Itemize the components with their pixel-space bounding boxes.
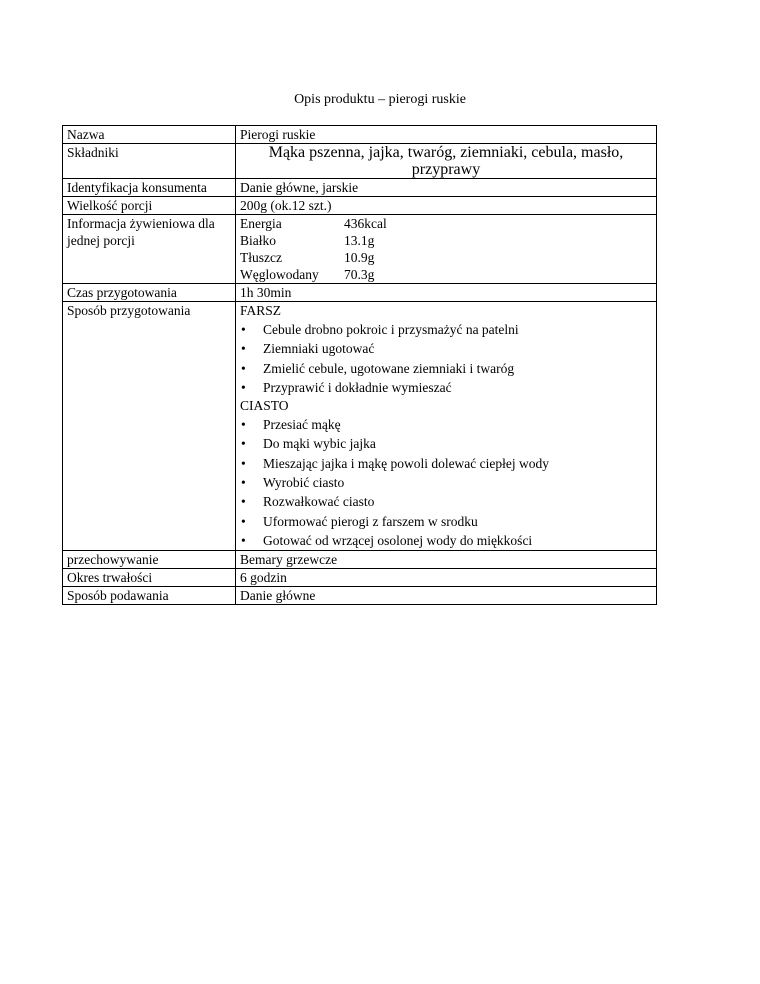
bullet-icon: • [241, 494, 246, 510]
table-row [63, 302, 657, 551]
list-item [240, 434, 652, 453]
steps-list-ciasto [240, 415, 652, 550]
step-text: Uformować pierogi z farszem w srodku [263, 513, 478, 529]
row-label-method: Sposób przygotowania [63, 302, 236, 551]
row-value-ingredients: Mąka pszenna, jajka, twaróg, ziemniaki, cebula, masło, przyprawy [236, 144, 657, 179]
step-text: Gotować od wrzącej osolonej wody do miękkości [263, 532, 533, 548]
list-item [240, 531, 652, 550]
step-text: Do mąki wybic jajka [263, 436, 376, 452]
row-label-shelf-life: Okres trwałości [63, 569, 236, 587]
bullet-icon: • [241, 379, 246, 395]
bullet-icon: • [241, 360, 246, 376]
row-label-nutrition: Informacja żywieniowa dla jednej porcji [63, 215, 236, 284]
nutrition-item [240, 266, 652, 283]
list-item [240, 339, 652, 358]
nutrition-name: Węglowodany [240, 267, 319, 282]
step-text: Rozwałkować ciasto [263, 494, 375, 510]
list-item [240, 359, 652, 378]
table-row [63, 284, 657, 302]
step-text: Przesiać mąkę [263, 417, 341, 433]
step-text: Zmielić cebule, ugotowane ziemniaki i twaróg [263, 360, 515, 376]
list-item [240, 320, 652, 339]
nutrition-value: 10.9g [344, 250, 375, 265]
product-spec-table [62, 125, 657, 605]
table-row [63, 551, 657, 569]
step-text: Mieszając jajka i mąkę powoli dolewać ciepłej wody [263, 455, 550, 471]
nutrition-name: Tłuszcz [240, 250, 282, 265]
row-label-consumer: Identyfikacja konsumenta [63, 179, 236, 197]
bullet-icon: • [241, 532, 246, 548]
table-row [63, 126, 657, 144]
list-item [240, 415, 652, 434]
nutrition-value: 436kcal [344, 216, 387, 231]
row-value-serving: Danie główne [236, 587, 657, 605]
bullet-icon: • [241, 475, 246, 491]
step-text: Cebule drobno pokroic i przysmażyć na patelni [263, 322, 519, 337]
row-label-serving: Sposób podawania [63, 587, 236, 605]
nutrition-list [236, 215, 657, 284]
method-cell [236, 302, 657, 551]
section-heading-farsz: FARSZ [240, 303, 282, 318]
list-item [240, 454, 652, 473]
row-label-portion: Wielkość porcji [63, 197, 236, 215]
list-item [240, 473, 652, 492]
table-row [63, 215, 657, 284]
steps-list-farsz [240, 320, 652, 397]
table-row [63, 144, 657, 179]
nutrition-name: Białko [240, 233, 276, 248]
bullet-icon: • [241, 455, 246, 471]
row-value-shelf-life: 6 godzin [236, 569, 657, 587]
bullet-icon: • [241, 341, 246, 357]
table-row [63, 179, 657, 197]
table-row [63, 587, 657, 605]
nutrition-value: 13.1g [344, 233, 375, 248]
row-value-name: Pierogi ruskie [236, 126, 657, 144]
bullet-icon: • [241, 513, 246, 529]
step-text: Wyrobić ciasto [263, 475, 345, 491]
nutrition-item [240, 232, 652, 249]
row-label-storage: przechowywanie [63, 551, 236, 569]
bullet-icon: • [241, 417, 246, 433]
nutrition-name: Energia [240, 216, 282, 231]
step-text: Ziemniaki ugotować [263, 341, 375, 357]
step-text: Przyprawić i dokładnie wymieszać [263, 379, 452, 395]
row-label-ingredients: Składniki [63, 144, 236, 179]
section-heading-ciasto: CIASTO [240, 398, 289, 414]
row-value-consumer: Danie główne, jarskie [236, 179, 657, 197]
row-label-name: Nazwa [63, 126, 236, 144]
nutrition-item [240, 215, 652, 232]
document-title: Opis produktu – pierogi ruskie [294, 92, 466, 107]
bullet-icon: • [241, 436, 246, 452]
list-item [240, 512, 652, 531]
row-label-time: Czas przygotowania [63, 284, 236, 302]
row-value-portion: 200g (ok.12 szt.) [236, 197, 657, 215]
row-value-storage: Bemary grzewcze [236, 551, 657, 569]
row-value-time: 1h 30min [236, 284, 657, 302]
list-item [240, 492, 652, 511]
table-row [63, 569, 657, 587]
table-row [63, 197, 657, 215]
list-item [240, 378, 652, 397]
nutrition-value: 70.3g [344, 267, 375, 282]
nutrition-item [240, 249, 652, 266]
bullet-icon: • [241, 322, 246, 337]
